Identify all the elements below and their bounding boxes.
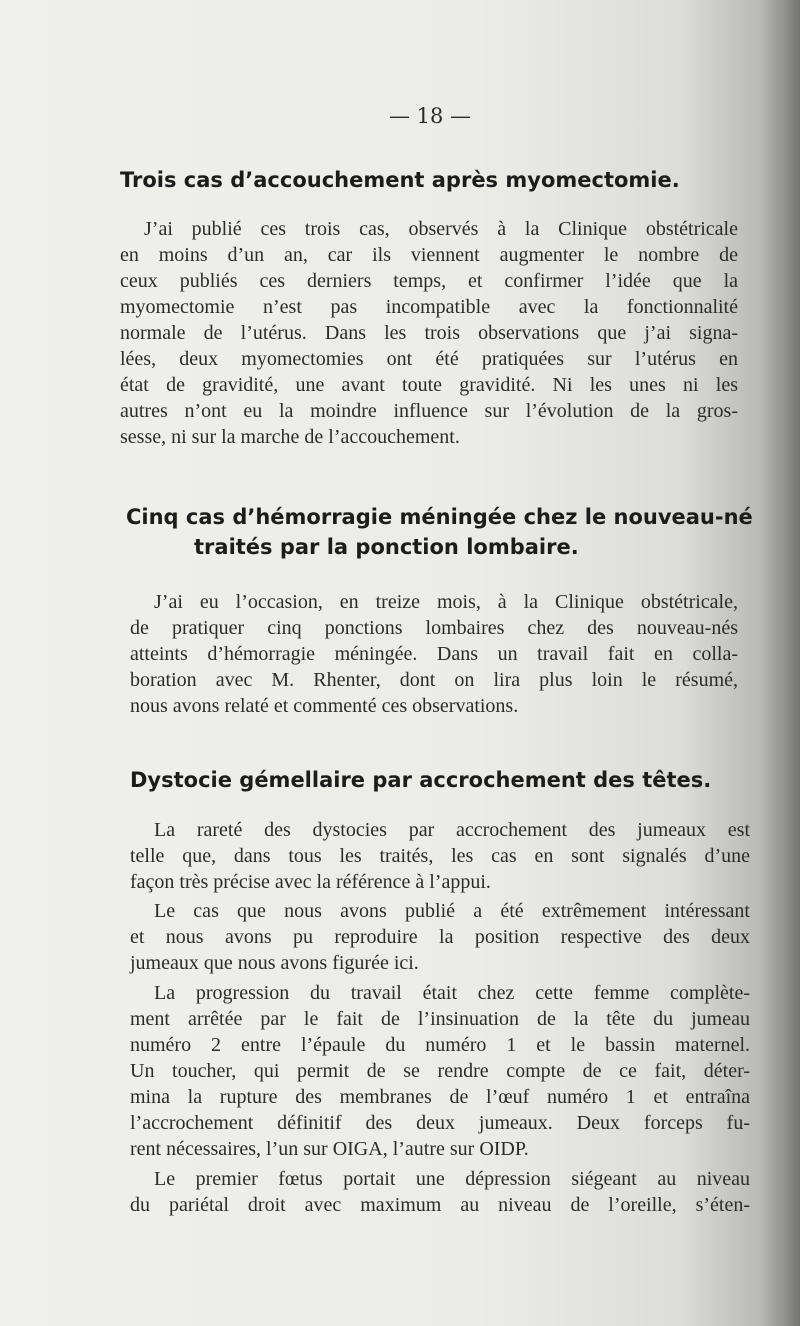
text-line: ceux publiés ces derniers temps, et confirmer l’idée que la xyxy=(120,270,738,292)
text-line: autres n’ont eu la moindre influence sur l’évolution de la gros- xyxy=(120,400,738,422)
section-heading-hemorragie-line2: traités par la ponction lombaire. xyxy=(194,535,579,559)
text-line: lées, deux myomectomies ont été pratiquées sur l’utérus en xyxy=(120,348,738,370)
page-gutter-shadow xyxy=(760,0,800,1326)
paragraph-hemorragie xyxy=(130,589,738,719)
text-line: atteints d’hémorragie méningée. Dans un travail fait en colla- xyxy=(130,643,738,665)
section-heading-myomectomie: Trois cas d’accouchement après myomectomie. xyxy=(120,168,680,192)
text-line: J’ai eu l’occasion, en treize mois, à la Clinique obstétricale, xyxy=(154,591,738,613)
text-line: numéro 2 entre l’épaule du numéro 1 et le bassin maternel. xyxy=(130,1034,750,1056)
paragraph-dystocie-3 xyxy=(130,980,750,1162)
text-line: l’accrochement définitif des deux jumeaux. Deux forceps fu- xyxy=(130,1112,750,1134)
page-number: — 18 — xyxy=(388,104,472,128)
text-line: rent nécessaires, l’un sur OIGA, l’autre sur OIDP. xyxy=(130,1138,529,1160)
text-line: façon très précise avec la référence à l’appui. xyxy=(130,871,491,893)
text-line: état de gravidité, une avant toute gravidité. Ni les unes ni les xyxy=(120,374,738,396)
text-line: sesse, ni sur la marche de l’accouchement. xyxy=(120,426,460,448)
text-line: Un toucher, qui permit de se rendre compte de ce fait, déter- xyxy=(130,1060,750,1082)
text-line: mina la rupture des membranes de l’œuf numéro 1 et entraîna xyxy=(130,1086,750,1108)
text-line: myomectomie n’est pas incompatible avec la fonctionnalité xyxy=(120,296,738,318)
text-line: La progression du travail était chez cette femme complète- xyxy=(154,982,750,1004)
paragraph-dystocie-4 xyxy=(130,1166,750,1218)
text-line: jumeaux que nous avons figurée ici. xyxy=(130,952,419,974)
text-line: normale de l’utérus. Dans les trois observations que j’ai signa- xyxy=(120,322,738,344)
text-line: boration avec M. Rhenter, dont on lira plus loin le résumé, xyxy=(130,669,738,691)
text-line: nous avons relaté et commenté ces observations. xyxy=(130,695,519,717)
section-heading-dystocie: Dystocie gémellaire par accrochement des têtes. xyxy=(130,768,712,792)
text-line: de pratiquer cinq ponctions lombaires chez des nouveau-nés xyxy=(130,617,738,639)
text-line: telle que, dans tous les traités, les cas en sont signalés d’une xyxy=(130,845,750,867)
paragraph-myomectomie xyxy=(120,216,738,450)
text-line: ment arrêtée par le fait de l’insinuation de la tête du jumeau xyxy=(130,1008,750,1030)
text-line: et nous avons pu reproduire la position respective des deux xyxy=(130,926,750,948)
paragraph-dystocie-2 xyxy=(130,898,750,976)
text-line: La rareté des dystocies par accrochement des jumeaux est xyxy=(154,819,750,841)
text-line: Le premier fœtus portait une dépression siégeant au niveau xyxy=(154,1168,750,1190)
paragraph-dystocie-1 xyxy=(130,817,750,895)
text-line: J’ai publié ces trois cas, observés à la Clinique obstétricale xyxy=(144,218,738,240)
section-heading-hemorragie-line1: Cinq cas d’hémorragie méningée chez le nouveau-né xyxy=(126,505,753,529)
text-line: du pariétal droit avec maximum au niveau de l’oreille, s’éten- xyxy=(130,1194,750,1216)
text-line: en moins d’un an, car ils viennent augmenter le nombre de xyxy=(120,244,738,266)
text-line: Le cas que nous avons publié a été extrêmement intéressant xyxy=(154,900,750,922)
